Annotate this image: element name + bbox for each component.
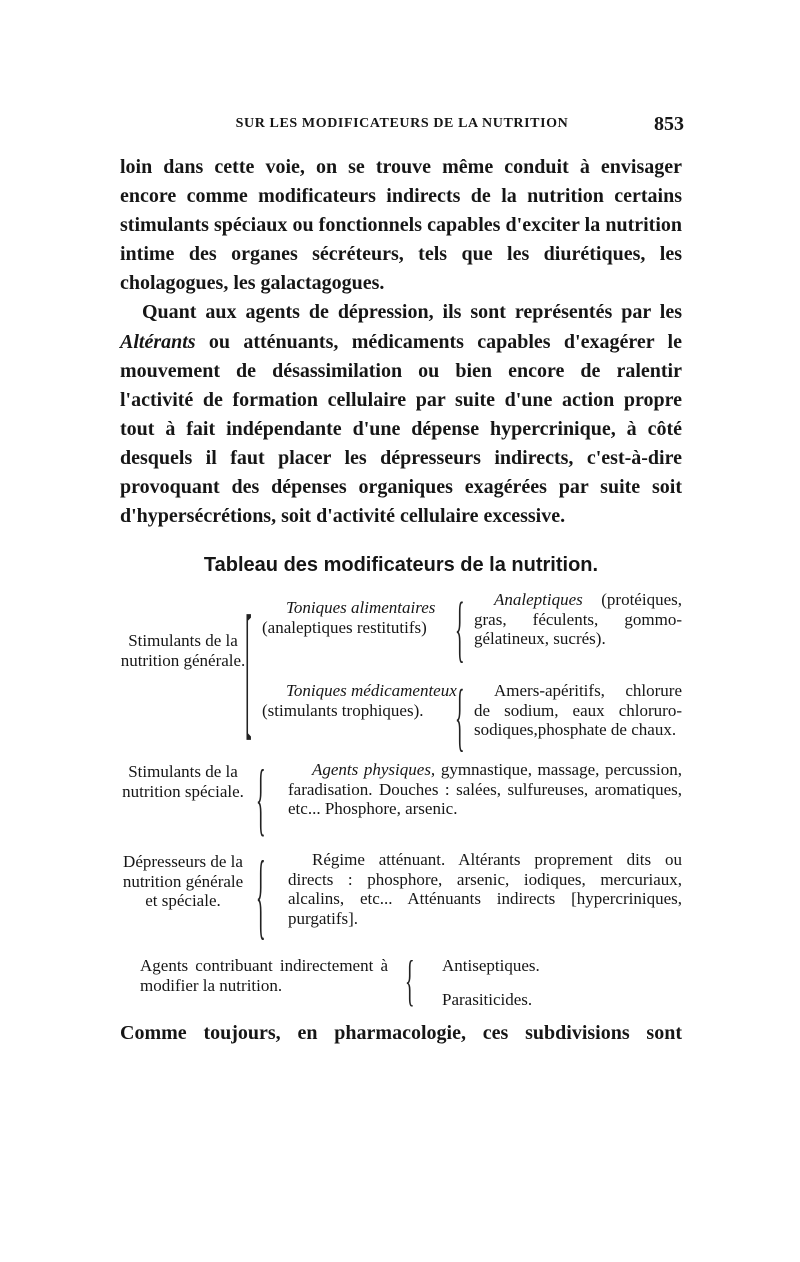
- running-header: [120, 113, 684, 140]
- group-1-brace: [: [245, 590, 252, 758]
- bottom-line: Comme toujours, en pharmacologie, ces subdivisions sont: [120, 1022, 682, 1044]
- paragraph-2-start: Quant aux agents de dépression, ils sont représentés par les: [142, 301, 682, 324]
- group-1-sub-2-qualifier: (stimulants trophiques).: [262, 700, 424, 720]
- running-title: SUR LES MODIFICATEURS DE LA NUTRITION: [235, 116, 569, 131]
- paragraph-2: [120, 298, 682, 531]
- group-1-sub-1-detail-name: Analeptiques: [494, 590, 583, 609]
- group-1-sub-2-detail: Amers-apéritifs, chlorure de sodium, eaux chloruro-sodiques,phosphate de chaux.: [474, 681, 682, 739]
- group-4-label: Agents contribuant indirectement à modifier la nutrition.: [140, 956, 388, 995]
- group-2-detail-text: gymnastique, massage, percussion, faradisation. Douches : salées, sulfureuses, aromatiques, etc... Phosphore, arsenic.: [288, 760, 682, 818]
- paragraph-2-rest: ou atténuants, médicaments capables d'exagérer le mouvement de désassimilation ou bien encore de ralentir l'activité de formation cellulaire par suite d'une action propre tout à fait indépendante d'une dépense hypercrinique, à côté desquels il faut placer les dépresseurs indirects, c'est-à-dire provoquant des dépenses organiques exagérées par suite soit d'hypersécrétions, soit d'activité cellulaire excessive.: [120, 330, 682, 528]
- group-4-item-2: Parasiticides.: [442, 990, 533, 1009]
- paragraph-1: loin dans cette voie, on se trouve même conduit à envisager encore comme modificateurs indirects de la nutrition certains stimulants spéciaux ou fonctionnels capables d'exciter la nutrition intime des organes sécréteurs, tels que les diurétiques, les cholagogues, les galactagogues.: [120, 156, 682, 295]
- group-1-sub-1-brace: {: [455, 590, 465, 672]
- group-1-sub-2: [262, 681, 462, 720]
- group-1-label: Stimulants de la nutrition générale.: [120, 631, 246, 670]
- group-1-sub-2-brace: {: [455, 677, 465, 761]
- group-2-label: Stimulants de la nutrition spéciale.: [122, 762, 244, 801]
- group-2-brace: {: [256, 755, 266, 847]
- group-1-sub-1-detail: [474, 590, 682, 649]
- group-1-sub-1: [262, 598, 462, 637]
- table-title: Tableau des modificateurs de la nutrition.: [203, 554, 599, 576]
- group-1-sub-1-name: Toniques alimentaires: [286, 598, 436, 617]
- group-2-detail-name: Agents physiques,: [312, 760, 436, 779]
- body-text: [120, 153, 682, 531]
- group-1-sub-1-detail-text: (protéiques, gras, féculents, gommo-gélatineux, sucrés).: [474, 590, 682, 648]
- group-2-detail: [288, 760, 682, 819]
- group-3-label: Dépresseurs de la nutrition générale et spéciale.: [122, 852, 244, 910]
- group-4-item-1: Antiseptiques.: [442, 956, 540, 975]
- group-1-sub-2-name: Toniques médicamenteux: [286, 681, 457, 700]
- group-3-brace: {: [256, 845, 266, 951]
- group-3-detail: Régime atténuant. Altérants proprement dits ou directs : phosphore, arsenic, iodiques, mercuriaux, alcalins, etc... Atténuants indirects [hypercriniques, purgatifs].: [288, 850, 682, 928]
- group-1-sub-1-qualifier: (analeptiques restitutifs): [262, 617, 427, 637]
- group-4-brace: {: [405, 951, 415, 1013]
- paragraph-2-emphasis: Altérants: [120, 330, 196, 353]
- page-number: 853: [654, 113, 684, 135]
